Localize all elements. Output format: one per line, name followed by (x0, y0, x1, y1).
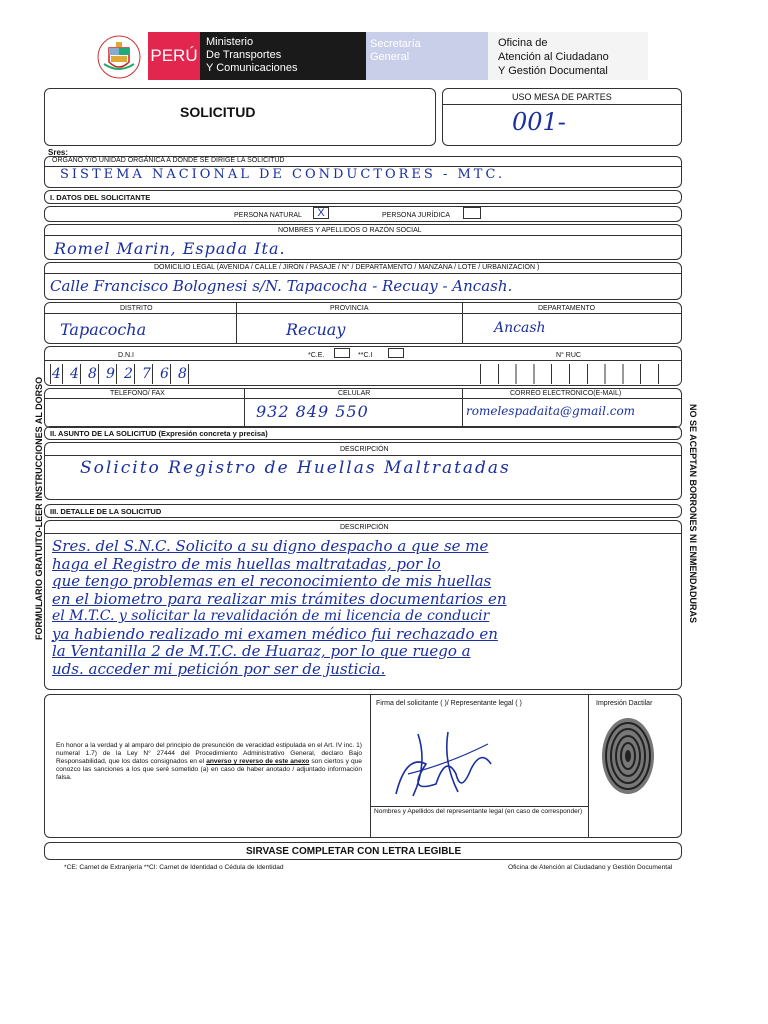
declaracion-part-1: En honor a la verdad y al amparo del principio de presunción de veracidad estipulada en el Art. IV inc. 1) numeral 1.7) de la Ley N° 27444 del Procedimiento Administrativo General, declaro Bajo Responsabilidad, que los datos consignados en el (56, 742, 362, 765)
office-block (488, 32, 648, 80)
correo-value: romelespadaita@gmail.com (466, 404, 636, 418)
ministry-block (200, 32, 366, 80)
sres-label: Sres: (48, 148, 69, 157)
section3-title: III. DETALLE DE LA SOLICITUD (50, 507, 162, 516)
firma-label: Firma del solicitante ( )/ Representante legal ( ) (376, 700, 522, 707)
organo-value: SISTEMA NACIONAL DE CONDUCTORES - MTC. (60, 167, 506, 182)
side-right-text: NO SE ACEPTAN BORRONES NI ENMENDADURAS (688, 404, 698, 624)
correo-label: CORREO ELECTRÓNICO(E-MAIL) (510, 390, 622, 397)
declaracion-part-2: son ciertos y que conozco las sanciones a los que seré sometido (a) en caso de haber anotado / adjuntado información falsa. (56, 758, 362, 781)
office-line-2: Atención al Ciudadano (498, 51, 609, 63)
ci-checkbox[interactable] (388, 348, 404, 358)
ministry-line-2: De Transportes (206, 49, 282, 61)
distrito-label: DISTRITO (120, 305, 153, 312)
mesa-partes-label: USO MESA DE PARTES (512, 92, 612, 102)
section2-title: II. ASUNTO DE LA SOLICITUD (Expresión concreta y precisa) (50, 429, 268, 438)
ruc-label: N° RUC (556, 352, 581, 359)
dni-digit: 9 (105, 364, 117, 384)
dni-digit: 8 (177, 364, 189, 384)
domicilio-label: DOMICILIO LEGAL (AVENIDA / CALLE / JIRÓN / PASAJE / N° / DEPARTAMENTO / MANZANA / LOTE / URBANIZACIÓN ) (154, 264, 540, 271)
organo-label: ORGANO Y/O UNIDAD ORGÁNICA A DONDE SE DIRIGE LA SOLICITUD (52, 157, 285, 164)
office-line-1: Oficina de (498, 37, 548, 49)
detalle-descripcion-label: DESCRIPCIÓN (340, 524, 389, 531)
secretaria-line-2: General (370, 51, 410, 63)
asunto-value: Solicito Registro de Huellas Maltratadas (80, 458, 511, 478)
persona-natural-checkbox[interactable]: X (313, 207, 329, 219)
dni-label: D.N.I (118, 352, 134, 359)
detalle-line: uds. acceder mi petición por ser de justicia. (52, 659, 386, 678)
detalle-line: el M.T.C. y solicitar la revalidación de mi licencia de conducir (52, 608, 490, 624)
office-line-3: Y Gestión Documental (498, 65, 608, 77)
declaracion-text (56, 742, 362, 782)
detalle-line: que tengo problemas en el reconocimiento de mis huellas (52, 572, 492, 590)
nombres-representante-label: Nombres y Apellidos del representante legal (en caso de corresponder) (374, 808, 583, 815)
declaracion-underline: anverso y reverso de este anexo (206, 758, 310, 765)
ce-label: *C.E. (308, 352, 325, 359)
footer-office: Oficina de Atención al Ciudadano y Gestión Documental (508, 864, 673, 871)
domicilio-value: Calle Francisco Bolognesi s/N. Tapacocha - Recuay - Ancash. (50, 277, 513, 295)
detalle-line: la Ventanilla 2 de M.T.C. de Huaraz, por lo que ruego a (52, 642, 471, 660)
secretaria-line-1: Secretaría (370, 38, 421, 50)
provincia-value: Recuay (286, 320, 346, 339)
distrito-value: Tapacocha (60, 320, 147, 339)
departamento-value: Ancash (494, 320, 546, 336)
section1-title: I. DATOS DEL SOLICITANTE (50, 193, 151, 202)
peru-badge: PERÚ (148, 32, 200, 80)
dni-digit: 7 (141, 364, 153, 384)
detalle-line: haga el Registro de mis huellas maltratadas, por lo (52, 554, 441, 573)
detalle-line: ya habiendo realizado mi examen médico fui rechazado en (52, 624, 498, 643)
persona-juridica-checkbox[interactable] (463, 207, 481, 219)
nombres-label: NOMBRES Y APELLIDOS O RAZÓN SOCIAL (278, 227, 422, 234)
footnote: *CE: Carnet de Extranjería **CI: Carnet de Identidad o Cédula de Identidad (64, 864, 284, 871)
departamento-label: DEPARTAMENTO (538, 305, 596, 312)
ci-label: **C.I (358, 352, 373, 359)
dni-digits (50, 364, 221, 384)
celular-label: CELULAR (338, 390, 371, 397)
nombres-value: Romel Marin, Espada Ita. (54, 239, 286, 258)
fingerprint-icon (600, 716, 656, 796)
detalle-lines (52, 538, 678, 678)
dni-digit: 8 (87, 364, 99, 384)
celular-value: 932 849 550 (256, 402, 369, 421)
sirvase-text: SIRVASE COMPLETAR CON LETRA LEGIBLE (246, 846, 462, 857)
telefono-label: TELEFONO/ FAX (110, 390, 165, 397)
page-title: SOLICITUD (180, 104, 256, 120)
ministry-line-1: Ministerio (206, 36, 254, 48)
detalle-line: en el biometro para realizar mis trámites documentarios en (52, 589, 507, 608)
ruc-cells (480, 364, 676, 384)
side-left-text: FORMULARIO GRATUITO-LEER INSTRUCCIONES AL DORSO (34, 376, 44, 640)
coat-of-arms-icon (96, 34, 142, 80)
signature-icon (388, 724, 498, 806)
dni-digit: 4 (69, 364, 81, 384)
asunto-descripcion-label: DESCRIPCIÓN (340, 446, 389, 453)
persona-box (44, 206, 682, 222)
persona-juridica-label: PERSONA JURÍDICA (382, 212, 451, 219)
dni-digit: 4 (51, 364, 63, 384)
dni-digit: 6 (159, 364, 171, 384)
detalle-line: Sres. del S.N.C. Solicito a su digno despacho a que se me (52, 537, 489, 555)
provincia-label: PROVINCIA (330, 305, 369, 312)
dni-digit: 2 (123, 364, 135, 384)
secretaria-block (366, 32, 488, 80)
ce-checkbox[interactable] (334, 348, 350, 358)
persona-natural-label: PERSONA NATURAL (234, 212, 302, 219)
impresion-label: Impresión Dactilar (596, 700, 653, 707)
mesa-partes-value: 001- (512, 108, 566, 136)
ministry-line-3: Y Comunicaciones (206, 62, 298, 74)
